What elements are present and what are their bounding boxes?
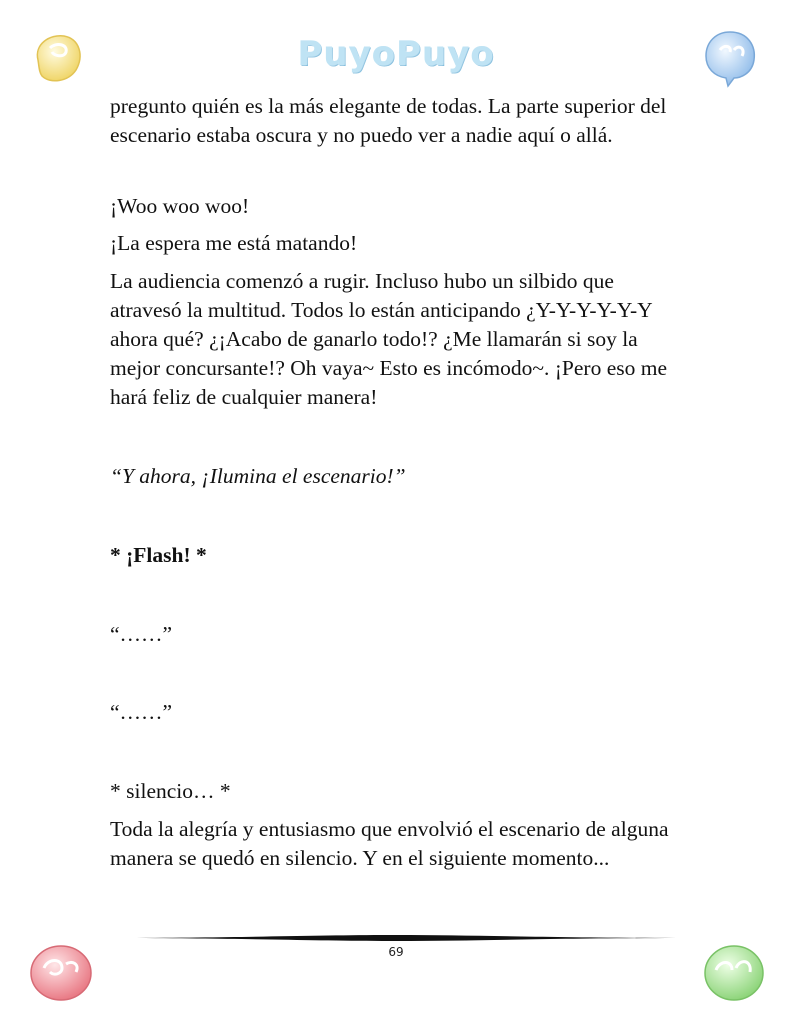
- paragraph-waiting: ¡La espera me está matando!: [110, 231, 358, 255]
- puyopuyo-logo: PuyoPuyo: [297, 34, 495, 74]
- quote-ellipsis-1: “……”: [110, 622, 173, 646]
- footer-divider: [116, 932, 676, 944]
- quote-ellipsis-2: “……”: [110, 700, 173, 724]
- paragraph-intro: pregunto quién es la más elegante de todas. La parte superior del escenario estaba oscura y no puedo ver a nadie aquí o allá.: [110, 94, 667, 147]
- sound-effect-silence: * silencio… *: [110, 779, 231, 803]
- page-number: 69: [388, 945, 404, 959]
- paragraph-audience: La audiencia comenzó a rugir. Incluso hubo un silbido que atravesó la multitud. Todos lo están anticipando ¿Y-Y-Y-Y-Y-Y ahora qué? ¿¡Acabo de ganarlo todo!? ¿Me llamarán si soy la mejor concursante!? Oh vaya~ Esto es incómodo~. ¡Pero eso me hará feliz de cualquier manera!: [110, 269, 668, 409]
- quote-light-the-stage: “Y ahora, ¡Ilumina el escenario!”: [110, 464, 406, 488]
- paragraph-closing: Toda la alegría y entusiasmo que envolvió el escenario de alguna manera se quedó en silencio. Y en el siguiente momento...: [110, 817, 669, 870]
- sound-effect-flash: * ¡Flash! *: [110, 543, 207, 567]
- paragraph-woo: ¡Woo woo woo!: [110, 194, 250, 218]
